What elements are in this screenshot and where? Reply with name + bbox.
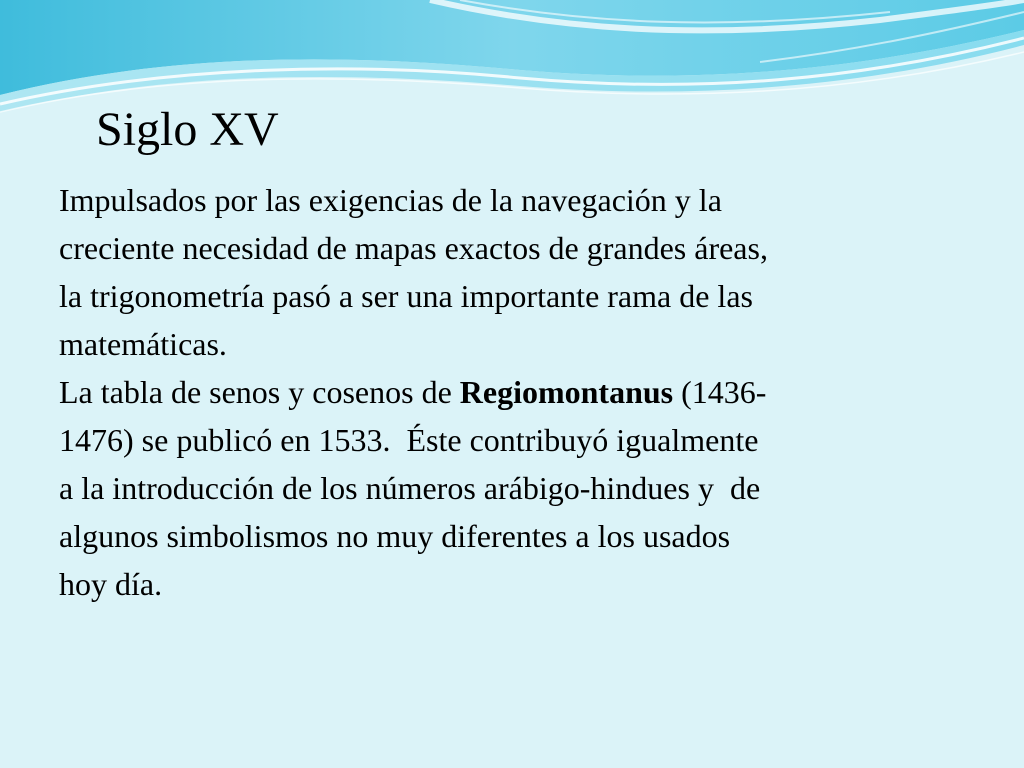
paragraph2-line: algunos simbolismos no muy diferentes a los usados [59, 518, 731, 554]
paragraph2-line: hoy día. [59, 566, 163, 602]
paragraph2-text-after: (1436- [673, 374, 767, 410]
paragraph2-line: a la introducción de los números arábigo-hindues y de [59, 470, 761, 506]
paragraph1-line: creciente necesidad de mapas exactos de grandes áreas, [59, 230, 768, 266]
slide-title: Siglo XV [96, 103, 279, 156]
paragraph2-first-line [59, 368, 964, 416]
paragraph1-line: matemáticas. [59, 326, 227, 362]
paragraph1-line: Impulsados por las exigencias de la navegación y la [59, 182, 722, 218]
paragraph2-line: 1476) se publicó en 1533. Éste contribuyó igualmente [59, 422, 759, 458]
regiomontanus-bold-name: Regiomontanus [459, 374, 674, 410]
slide-body-text [59, 176, 964, 608]
paragraph1-line: la trigonometría pasó a ser una importante rama de las [59, 278, 753, 314]
paragraph2-text-before: La tabla de senos y cosenos de [59, 374, 460, 410]
